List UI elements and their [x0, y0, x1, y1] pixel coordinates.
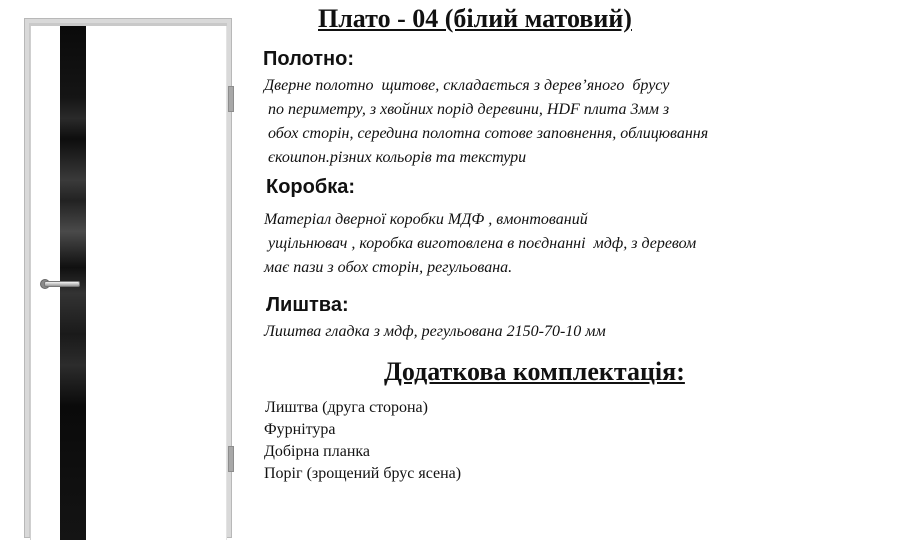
- text-line: обох сторін, середина полотна сотове заповнення, облицювання: [264, 125, 709, 142]
- extras-title: Додаткова комплектація:: [384, 357, 685, 386]
- list-item: Лиштва (друга сторона): [265, 399, 428, 416]
- section-text-lyshtva: [264, 320, 606, 344]
- list-item: Поріг (зрощений брус ясена): [264, 465, 462, 482]
- door-handle-icon: [44, 281, 80, 287]
- door-image: [0, 0, 250, 540]
- section-text-korobka: [264, 208, 696, 280]
- section-text-polotno: [264, 74, 708, 170]
- text-line: єкошпон.різних кольорів та текстури: [264, 149, 527, 166]
- extras-list: [264, 397, 461, 485]
- text-line: Лиштва гладка з мдф, регульована 2150-70-10 мм: [264, 323, 606, 340]
- section-heading-polotno: Полотно:: [263, 48, 355, 70]
- section-heading-korobka: Коробка:: [266, 176, 356, 198]
- text-line: ущільнювач , коробка виготовлена в поєднанні мдф, з деревом: [264, 235, 697, 252]
- bottom-hinge-icon: [228, 446, 234, 472]
- text-line: має пази з обох сторін, регульована.: [264, 259, 513, 276]
- list-item: Добірна планка: [264, 443, 371, 460]
- text-line: Дверне полотно щитове, складається з дерев’яного брусу: [264, 77, 670, 94]
- product-title: Плато - 04 (білий матовий): [318, 4, 632, 33]
- list-item: Фурнітура: [264, 421, 336, 438]
- text-line: Матеріал дверної коробки МДФ , вмонтований: [264, 211, 588, 228]
- section-heading-lyshtva: Лиштва:: [266, 294, 349, 316]
- text-line: по периметру, з хвойних порід деревини, HDF плита 3мм з: [264, 101, 670, 118]
- top-hinge-icon: [228, 86, 234, 112]
